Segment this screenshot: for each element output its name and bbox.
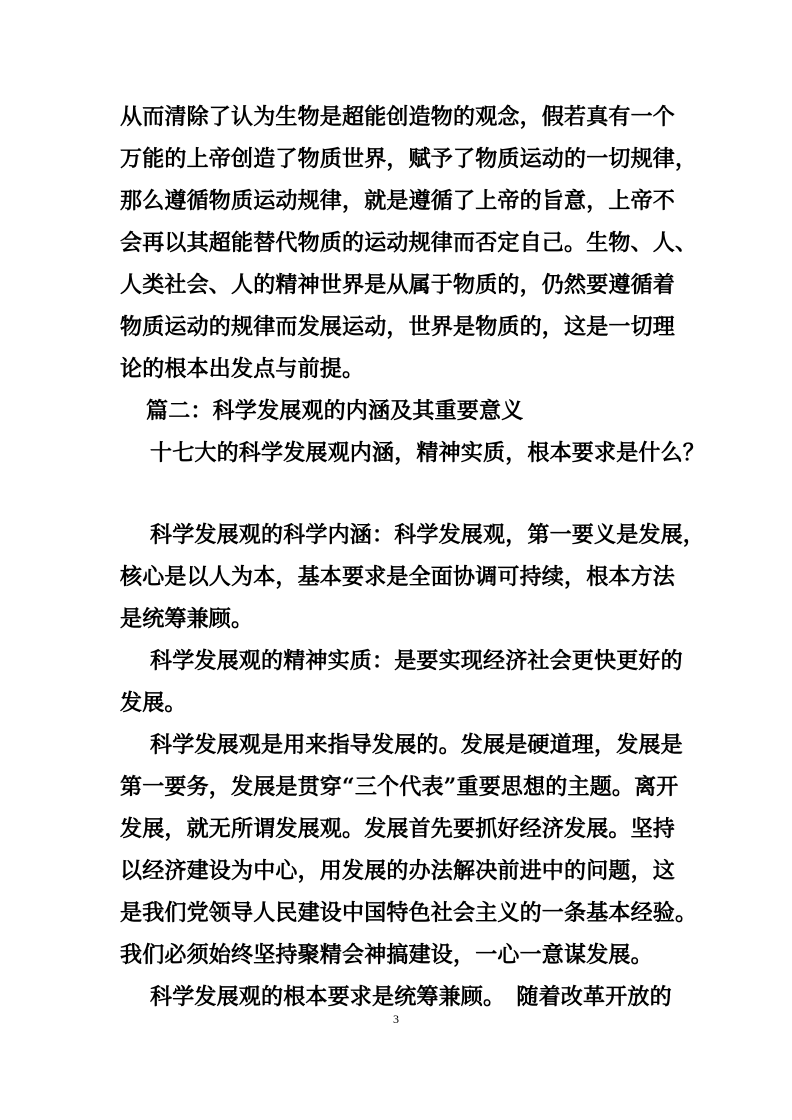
paragraph-line: 物质运动的规律而发展运动，世界是物质的，这是一切理 (120, 314, 676, 340)
paragraph-line: 是我们党领导人民建设中国特色社会主义的一条基本经验。 (120, 900, 698, 926)
paragraph-line: 核心是以人为本，基本要求是全面协调可持续，根本方法 (120, 564, 676, 590)
paragraph-line: 我们必须始终坚持聚精会神搞建设，一心一意谋发展。 (120, 942, 653, 968)
paragraph-line: 科学发展观的根本要求是统筹兼顾。 随着改革开放的 (150, 984, 672, 1010)
paragraph-line: 第一要务，发展是贯穿“三个代表”重要思想的主题。离开 (120, 774, 679, 800)
paragraph-line: 那么遵循物质运动规律，就是遵循了上帝的旨意，上帝不 (120, 188, 676, 214)
page-number: 3 (393, 1012, 399, 1026)
paragraph-line: 科学发展观的科学内涵：科学发展观，第一要义是发展， (150, 522, 706, 548)
section-heading: 篇二：科学发展观的内涵及其重要意义 (146, 398, 524, 424)
paragraph-line: 科学发展观的精神实质：是要实现经济社会更快更好的 (150, 648, 683, 674)
paragraph-line: 从而清除了认为生物是超能创造物的观念，假若真有一个 (120, 104, 676, 130)
paragraph-line: 发展。 (120, 690, 187, 716)
paragraph-line: 发展，就无所谓发展观。发展首先要抓好经济发展。坚持 (120, 816, 676, 842)
paragraph-line: 会再以其超能替代物质的运动规律而否定自己。生物、人、 (120, 230, 698, 256)
question-line: 十七大的科学发展观内涵，精神实质，根本要求是什么？ (150, 440, 706, 466)
paragraph-line: 是统筹兼顾。 (120, 606, 254, 632)
paragraph-line: 以经济建设为中心，用发展的办法解决前进中的问题，这 (120, 858, 676, 884)
paragraph-line: 人类社会、人的精神世界是从属于物质的，仍然要遵循着 (120, 272, 676, 298)
paragraph-line: 科学发展观是用来指导发展的。发展是硬道理，发展是 (150, 732, 683, 758)
paragraph-line: 万能的上帝创造了物质世界，赋予了物质运动的一切规律， (120, 146, 698, 172)
paragraph-line: 论的根本出发点与前提。 (120, 356, 365, 382)
